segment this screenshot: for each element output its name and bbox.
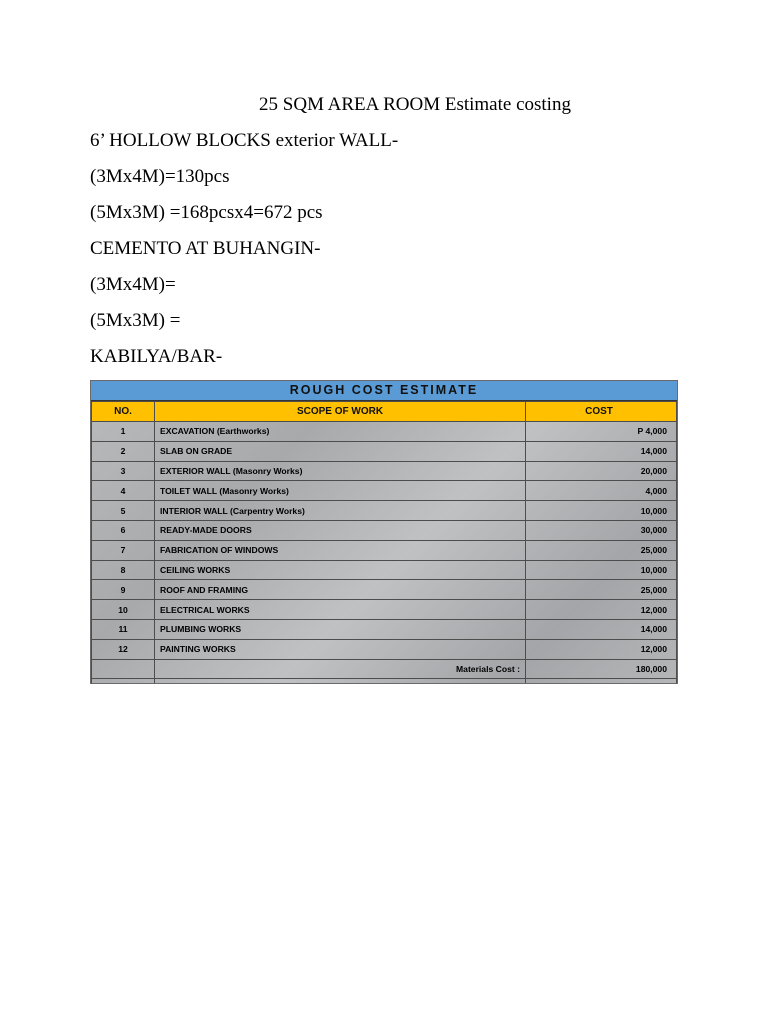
row-cost: 25,000 — [526, 580, 677, 600]
row-scope: PLUMBING WORKS — [155, 619, 526, 639]
row-no: 5 — [92, 501, 155, 521]
table-row — [92, 441, 677, 461]
table-row — [92, 600, 677, 620]
table-row — [92, 619, 677, 639]
row-scope: FABRICATION OF WINDOWS — [155, 540, 526, 560]
header-scope: SCOPE OF WORK — [155, 402, 526, 422]
hollow-blocks-line-2: (5Mx3M) =168pcsx4=672 pcs — [90, 202, 323, 223]
estimate-table — [91, 401, 677, 684]
materials-cost-label: Materials Cost : — [155, 659, 526, 679]
row-cost: 10,000 — [526, 501, 677, 521]
table-row — [92, 580, 677, 600]
cement-sand-heading: CEMENTO AT BUHANGIN- — [90, 238, 321, 259]
estimate-title: ROUGH COST ESTIMATE — [91, 381, 677, 401]
table-row — [92, 520, 677, 540]
row-no: 11 — [92, 619, 155, 639]
hollow-blocks-line-1: (3Mx4M)=130pcs — [90, 166, 230, 187]
row-cost: 14,000 — [526, 619, 677, 639]
table-row — [92, 422, 677, 442]
materials-cost-row — [92, 659, 677, 679]
row-no: 3 — [92, 461, 155, 481]
rough-cost-estimate-image — [90, 380, 678, 684]
row-no: 7 — [92, 540, 155, 560]
row-no: 12 — [92, 639, 155, 659]
row-cost: 4,000 — [526, 481, 677, 501]
row-cost: 30,000 — [526, 520, 677, 540]
row-scope: ROOF AND FRAMING — [155, 580, 526, 600]
row-scope: SLAB ON GRADE — [155, 441, 526, 461]
document-title: 25 SQM AREA ROOM Estimate costing — [259, 94, 571, 115]
row-no: 2 — [92, 441, 155, 461]
row-no: 1 — [92, 422, 155, 442]
materials-empty-cell — [92, 659, 155, 679]
row-cost: 14,000 — [526, 441, 677, 461]
row-cost: 10,000 — [526, 560, 677, 580]
cut-off-cell — [526, 679, 677, 684]
table-row — [92, 481, 677, 501]
cut-off-cell — [155, 679, 526, 684]
row-scope: INTERIOR WALL (Carpentry Works) — [155, 501, 526, 521]
table-row — [92, 501, 677, 521]
row-no: 6 — [92, 520, 155, 540]
row-scope: CEILING WORKS — [155, 560, 526, 580]
cement-sand-line-1: (3Mx4M)= — [90, 274, 176, 295]
hollow-blocks-heading: 6’ HOLLOW BLOCKS exterior WALL- — [90, 130, 399, 151]
row-scope: EXTERIOR WALL (Masonry Works) — [155, 461, 526, 481]
materials-cost-value: 180,000 — [526, 659, 677, 679]
table-row — [92, 461, 677, 481]
cement-sand-line-2: (5Mx3M) = — [90, 310, 181, 331]
row-no: 8 — [92, 560, 155, 580]
row-cost: 12,000 — [526, 639, 677, 659]
row-no: 4 — [92, 481, 155, 501]
row-scope: PAINTING WORKS — [155, 639, 526, 659]
table-row — [92, 540, 677, 560]
cut-off-row — [92, 679, 677, 684]
row-scope: TOILET WALL (Masonry Works) — [155, 481, 526, 501]
estimate-header-row — [92, 402, 677, 422]
table-row — [92, 639, 677, 659]
row-cost: 12,000 — [526, 600, 677, 620]
row-cost: 25,000 — [526, 540, 677, 560]
row-cost: 20,000 — [526, 461, 677, 481]
row-cost: P 4,000 — [526, 422, 677, 442]
header-no: NO. — [92, 402, 155, 422]
row-scope: ELECTRICAL WORKS — [155, 600, 526, 620]
row-no: 10 — [92, 600, 155, 620]
table-row — [92, 560, 677, 580]
header-cost: COST — [526, 402, 677, 422]
row-scope: READY-MADE DOORS — [155, 520, 526, 540]
rebar-heading: KABILYA/BAR- — [90, 346, 223, 367]
cut-off-cell — [92, 679, 155, 684]
row-no: 9 — [92, 580, 155, 600]
row-scope: EXCAVATION (Earthworks) — [155, 422, 526, 442]
